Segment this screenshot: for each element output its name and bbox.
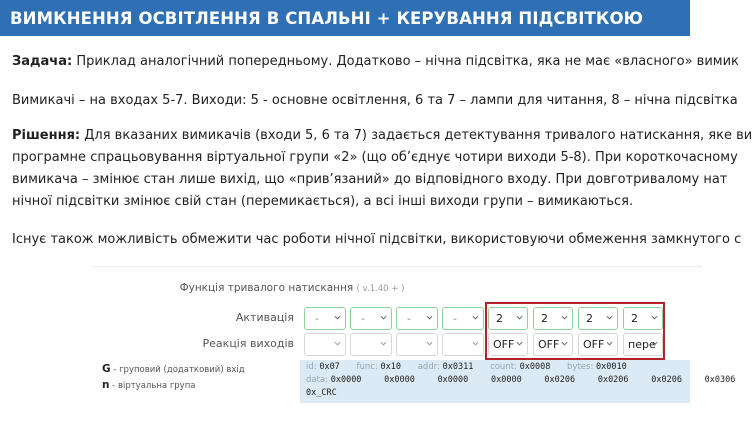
solution-label: Рішення: (12, 128, 81, 143)
solution-line-1 (12, 125, 752, 147)
activation-value-4: - (453, 312, 457, 325)
legend-g-letter: G (102, 363, 111, 375)
chevron-down-icon (380, 314, 387, 321)
legend-virtual-group (102, 379, 195, 391)
panel-version: ( v.1.40 + ) (356, 284, 405, 294)
chevron-down-icon (472, 314, 479, 321)
id-label: id: (306, 362, 317, 372)
legend-group-input (102, 363, 245, 375)
bytes-value: 0x0010 (596, 362, 627, 372)
activation-value-7: 2 (586, 312, 593, 325)
func-label: func: (356, 362, 378, 372)
reaction-value-6: OFF (538, 338, 560, 351)
page-title: ВИМКНЕННЯ ОСВІТЛЕННЯ В СПАЛЬНІ + КЕРУВАННЯ ПІДСВІТКОЮ (10, 9, 644, 28)
modbus-header-line (306, 362, 627, 372)
page-title-bar (0, 0, 690, 36)
activation-select-4[interactable] (442, 307, 484, 330)
count-value: 0x0008 (519, 362, 551, 372)
activation-value-1: - (315, 312, 319, 325)
activation-value-3: - (407, 312, 411, 325)
switches-paragraph (12, 90, 738, 112)
chevron-down-icon (426, 340, 433, 347)
data-value-2: 0x0000 (384, 375, 415, 385)
reaction-value-5: OFF (493, 338, 515, 351)
modbus-info-box (300, 360, 736, 403)
activation-value-2: - (361, 312, 365, 325)
reaction-select-2[interactable] (350, 333, 392, 356)
data-value-5: 0x0206 (544, 375, 576, 385)
activation-value-8: 2 (631, 312, 638, 325)
count-label: count: (490, 362, 517, 372)
solution-text-4: нічної підсвітки змінює свій стан (перемикається), а всі інші виходи групи – вимикаються. (12, 194, 634, 209)
activation-value-6: 2 (541, 312, 548, 325)
data-value-3: 0x0000 (437, 375, 469, 385)
activation-select-1[interactable] (304, 307, 346, 330)
task-text: Приклад аналогічний попередньому. Додатково – нічна підсвітка, яка не має «власного» вимик (72, 54, 739, 69)
panel-title (92, 282, 492, 294)
id-value: 0x07 (319, 362, 340, 372)
activation-select-3[interactable] (396, 307, 438, 330)
data-value-1: 0x0000 (330, 375, 362, 385)
panel-title-text: Функція тривалого натискання (179, 282, 354, 294)
switches-text: Вимикачі – на входах 5-7. Виходи: 5 - основне освітлення, 6 та 7 – лампи для читання, 8 – нічна підсвітка (12, 93, 738, 108)
solution-line-4 (12, 191, 633, 213)
modbus-crc-line (306, 388, 337, 398)
solution-line-2 (12, 147, 738, 169)
solution-text-1: Для вказаних вимикачів (входи 5, 6 та 7) задається детектування тривалого натискання, яке ви (80, 128, 752, 143)
chevron-down-icon (334, 314, 341, 321)
data-label: data: (306, 375, 329, 385)
addr-label: addr: (417, 362, 440, 372)
reaction-select-3[interactable] (396, 333, 438, 356)
data-value-4: 0x0000 (490, 375, 522, 385)
chevron-down-icon (426, 314, 433, 321)
task-paragraph (12, 51, 739, 73)
reaction-label: Реакція виходів (202, 337, 294, 350)
data-value-6: 0x0206 (597, 375, 629, 385)
bytes-label: bytes: (567, 362, 594, 372)
note-paragraph (12, 229, 741, 251)
data-value-8: 0x0306 (704, 375, 736, 385)
modbus-data-line (306, 375, 735, 385)
reaction-select-1[interactable] (304, 333, 346, 356)
legend-g-text: - груповий (додатковий) вхід (110, 365, 245, 375)
crc-value: 0x_CRC (306, 388, 337, 398)
chevron-down-icon (380, 340, 387, 347)
activation-label: Активація (235, 311, 294, 324)
chevron-down-icon (334, 340, 341, 347)
reaction-value-8: пере (628, 338, 656, 351)
task-label: Задача: (12, 54, 73, 69)
activation-value-5: 2 (496, 312, 503, 325)
highlight-frame (485, 302, 665, 360)
solution-line-3 (12, 169, 727, 191)
chevron-down-icon (472, 340, 479, 347)
legend-n-letter: n (102, 379, 110, 391)
func-value: 0x10 (380, 362, 402, 372)
legend-n-text: - віртуальна група (109, 381, 196, 391)
solution-text-3: вимикача – змінює стан лише вихід, що «прив’язаний» до відповідного входу. При довготривалому нат (12, 172, 728, 187)
note-text: Існує також можливість обмежити час роботи нічної підсвітки, використовуючи обмеження замкнутого с (12, 232, 742, 247)
data-value-7: 0x0206 (651, 375, 682, 385)
reaction-select-4[interactable] (442, 333, 484, 356)
addr-value: 0x0311 (442, 362, 474, 372)
solution-text-2: програмне спрацьовування віртуальної групи «2» (що об’єднує чотири виходи 5-8). При короткочасному (12, 150, 738, 165)
reaction-value-7: OFF (583, 338, 605, 351)
activation-select-2[interactable] (350, 307, 392, 330)
